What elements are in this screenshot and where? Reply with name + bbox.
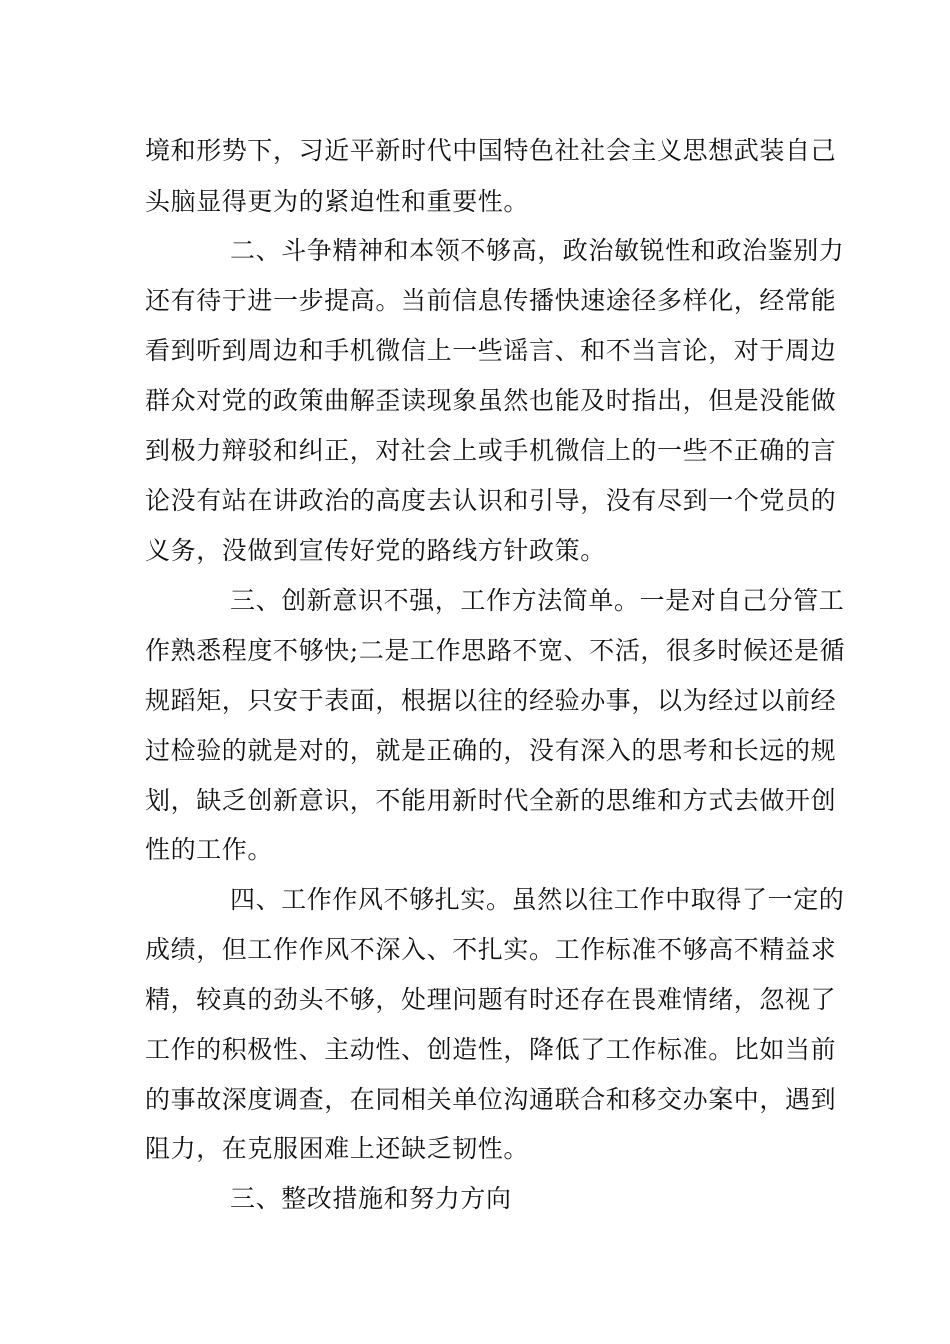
text-line: 还有待于进一步提高。当前信息传播快速途径多样化，经常能 <box>145 286 837 315</box>
paragraph-heading-3: 三、创新意识不强，工作方法简单。一是对自己分管工 <box>230 586 845 615</box>
text-line: 论没有站在讲政治的高度去认识和引导，没有尽到一个党员的 <box>145 486 837 515</box>
text-line: 到极力辩驳和纠正，对社会上或手机微信上的一些不正确的言 <box>145 436 837 465</box>
text-line: 精，较真的劲头不够，处理问题有时还存在畏难情绪，忽视了 <box>145 985 837 1014</box>
paragraph-heading-2: 二、斗争精神和本领不够高，政治敏锐性和政治鉴别力 <box>230 236 845 265</box>
text-line: 性的工作。 <box>145 835 274 864</box>
text-line: 群众对党的政策曲解歪读现象虽然也能及时指出，但是没能做 <box>145 386 837 415</box>
text-line: 看到听到周边和手机微信上一些谣言、和不当言论，对于周边 <box>145 336 837 365</box>
text-line: 的事故深度调查，在同相关单位沟通联合和移交办案中，遇到 <box>145 1085 837 1114</box>
text-line: 境和形势下，习近平新时代中国特色社社会主义思想武装自己 <box>145 136 837 165</box>
section-heading: 三、整改措施和努力方向 <box>230 1184 512 1213</box>
text-line: 义务，没做到宣传好党的路线方针政策。 <box>145 536 606 565</box>
text-line: 成绩，但工作作风不深入、不扎实。工作标准不够高不精益求 <box>145 935 837 964</box>
text-line: 工作的积极性、主动性、创造性，降低了工作标准。比如当前 <box>145 1035 837 1064</box>
text-line: 规蹈矩，只安于表面，根据以往的经验办事，以为经过以前经 <box>145 686 837 715</box>
text-line: 作熟悉程度不够快;二是工作思路不宽、不活，很多时候还是循 <box>145 636 846 665</box>
text-line: 过检验的就是对的，就是正确的，没有深入的思考和长远的规 <box>145 736 837 765</box>
paragraph-heading-4: 四、工作作风不够扎实。虽然以往工作中取得了一定的 <box>230 885 845 914</box>
text-line: 划，缺乏创新意识，不能用新时代全新的思维和方式去做开创 <box>145 786 837 815</box>
text-line: 阻力，在克服困难上还缺乏韧性。 <box>145 1134 530 1163</box>
text-line: 头脑显得更为的紧迫性和重要性。 <box>145 187 530 216</box>
